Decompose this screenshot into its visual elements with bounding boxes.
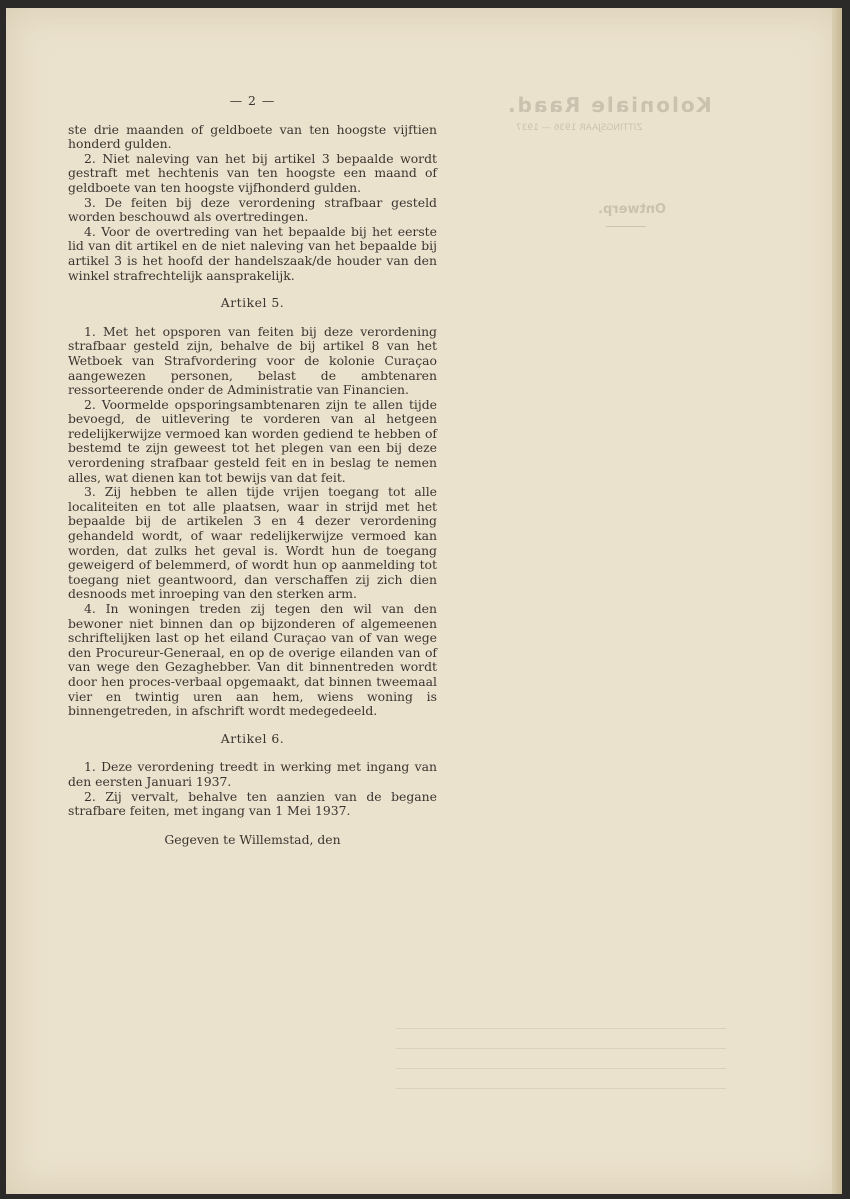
paragraph: 3. Zij hebben te allen tijde vrijen toegang tot alle localiteiten en tot alle plaatsen, waar in strijd met het bepaalde bij de artikelen 3 en 4 dezer verordening gehandeld wordt, of waar redelijkerwijze vermoed kan worden, dat zulks het geval is. Wordt hun de toegang geweigerd of belemmerd, of wordt hun op aanmelding tot toegang niet geantwoord, dan verschaffen zij zich dien desnoods met inroeping van den sterken arm. [68,484,437,602]
artikel-5-heading: Artikel 5. [220,295,285,311]
bleed-through-line [396,1028,726,1029]
document-page [6,8,842,1194]
bleed-through-heading: Koloniale Raad. [506,93,712,117]
bleed-through-line [396,1088,726,1089]
artikel-6-heading: Artikel 6. [220,730,285,746]
paragraph: 1. Deze verordening treedt in werking met ingang van den eersten Januari 1937. [68,759,437,789]
document-body [68,94,437,847]
page-number: — 2 — [229,93,276,108]
paragraph: 4. In woningen treden zij tegen den wil van den bewoner niet binnen dan op bijzonderen of algemeenen schriftelijken last op het eiland Curaçao van of van wege den Procureur-Generaal, en op de overige eilanden van of van wege den Gezaghebber. Van dit binnentreden wordt door hen proces-verbaal opgemaakt, dat binnen tweemaal vier en twintig uren aan hem, wiens woning is binnengetreden, in afschrift wordt medegedeeld. [68,601,437,719]
paragraph: 2. Voormelde opsporingsambtenaren zijn te allen tijde bevoegd, de uitlevering te vorderen van al hetgeen redelijkerwijze vermoed kan worden gediend te hebben of bestemd te zijn geweest tot het plegen van een bij deze verordening strafbaar gesteld feit en in beslag te nemen alles, wat dienen kan tot bewijs van dat feit. [68,396,437,485]
bleed-through-subheading: ZITTINGSJAAR 1936 — 1937 [516,123,643,133]
bleed-through-line [396,1048,726,1049]
paragraph: 1. Met het opsporen van feiten bij deze verordening strafbaar gesteld zijn, behalve de bij artikel 8 van het Wetboek van Strafvordering voor de kolonie Curaçao aangewezen personen, belast de ambtenaren ressorteerende onder de Administratie van Financien. [68,323,437,398]
paragraph: 2. Niet naleving van het bij artikel 3 bepaalde wordt gestraft met hechtenis van ten hoogste een maand of geldboete van ten hoogste vijfhonderd gulden. [68,150,437,195]
bleed-through-line [396,1068,726,1069]
bleed-through-rule [606,226,646,227]
page-edge [832,8,842,1194]
closing-line: Gegeven te Willemstad, den [164,831,341,847]
paragraph: ste drie maanden of geldboete van ten hoogste vijftien honderd gulden. [68,121,437,152]
paragraph: 4. Voor de overtreding van het bepaalde bij het eerste lid van dit artikel en de niet naleving van het bepaalde bij artikel 3 is het hoofd der handelszaak/de houder van den winkel strafrechtelijk aansprakelijk. [68,223,437,283]
paragraph: 3. De feiten bij deze verordening strafbaar gesteld worden beschouwd als overtredingen. [68,194,437,225]
bleed-through-label: Ontwerp. [598,202,667,217]
paragraph: 2. Zij vervalt, behalve ten aanzien van de begane strafbare feiten, met ingang van 1 Mei 1937. [68,788,437,819]
